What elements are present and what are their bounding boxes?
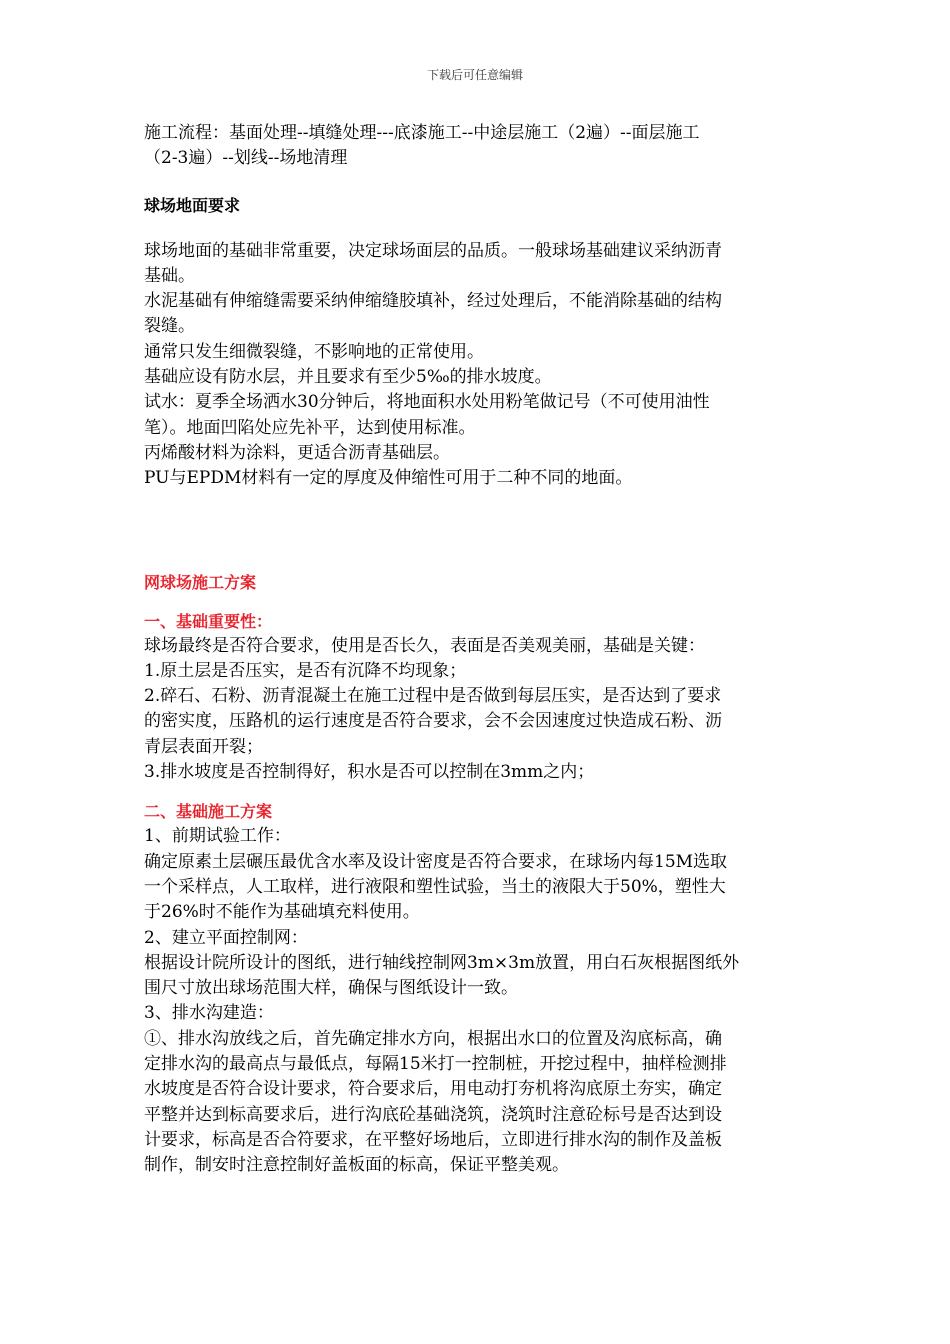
paragraph-line: 基础。 [144,265,195,286]
paragraph-line: 3.排水坡度是否控制得好，积水是否可以控制在3mm之内； [144,762,595,783]
paragraph-line: 计要求，标高是否合符要求，在平整好场地后，立即进行排水沟的制作及盖板 [144,1129,722,1150]
section-title-construction-plan: 网球场施工方案 [144,572,257,592]
paragraph-line: 裂缝。 [144,316,195,337]
paragraph-line: 球场地面的基础非常重要，决定球场面层的品质。一般球场基础建议采纳沥青 [144,240,722,261]
document-body [144,121,814,1179]
paragraph-line: 定排水沟的最高点与最低点，每隔15米打一控制桩，开挖过程中，抽样检测排 [144,1054,727,1075]
paragraph-line: 通常只发生细微裂缝，不影响地的正常使用。 [144,341,484,362]
paragraph-line: 围尺寸放出球场范围大样，确保与图纸设计一致。 [144,978,518,999]
paragraph-line: 一个采样点，人工取样，进行液限和塑性试验，当土的液限大于50%，塑性大 [144,876,726,897]
paragraph-line: 1.原土层是否压实，是否有沉降不均现象； [144,660,467,681]
paragraph-line: 3、排水沟建造： [144,1003,274,1024]
subheading-foundation-importance: 一、基础重要性： [144,611,273,631]
paragraph-line: 青层表面开裂； [144,736,263,757]
paragraph-line: 水坡度是否符合设计要求，符合要求后，用电动打夯机将沟底原土夯实，确定 [144,1079,722,1100]
paragraph-line: 平整并达到标高要求后，进行沟底砼基础浇筑，浇筑时注意砼标号是否达到设 [144,1104,722,1125]
paragraph-line: 水泥基础有伸缩缝需要采纳伸缩缝胶填补，经过处理后，不能消除基础的结构 [144,291,722,312]
paragraph-line: 丙烯酸材料为涂料，更适合沥青基础层。 [144,442,450,463]
page-header-note: 下载后可任意编辑 [426,68,523,82]
flow-line-2: （2-3遍）--划线--场地清理 [144,148,348,169]
paragraph-line: 制作，制安时注意控制好盖板面的标高，保证平整美观。 [144,1155,569,1176]
paragraph-line: 2.碎石、石粉、沥青混凝土在施工过程中是否做到每层压实，是否达到了要求 [144,686,722,707]
flow-line-1: 施工流程：基面处理--填缝处理---底漆施工--中途层施工（2遍）--面层施工 [144,123,700,143]
paragraph-line: 球场最终是否符合要求，使用是否长久，表面是否美观美丽，基础是关键： [144,635,705,656]
paragraph-line: 于26%时不能作为基础填充料使用。 [144,902,420,923]
paragraph-line: 笔）。地面凹陷处应先补平，达到使用标准。 [144,417,476,438]
paragraph-line: 试水：夏季全场洒水30分钟后，将地面积水处用粉笔做记号（不可使用油性 [144,392,710,413]
section-title-court-surface: 球场地面要求 [144,195,241,215]
paragraph-line: 确定原素土层碾压最优含水率及设计密度是否符合要求，在球场内每15M选取 [144,851,728,872]
paragraph-line: 的密实度，压路机的运行速度是否符合要求，会不会因速度过快造成石粉、沥 [144,711,722,732]
paragraph-line: 根据设计院所设计的图纸，进行轴线控制网3m×3m放置，用白石灰根据图纸外 [144,952,740,973]
paragraph-line: 1、前期试验工作： [144,826,291,847]
paragraph-line: 2、建立平面控制网： [144,927,308,948]
subheading-foundation-plan: 二、基础施工方案 [144,802,273,822]
paragraph-line: ①、排水沟放线之后，首先确定排水方向，根据出水口的位置及沟底标高，确 [144,1028,722,1049]
paragraph-line: 基础应设有防水层，并且要求有至少5‰的排水坡度。 [144,367,552,388]
paragraph-line: PU与EPDM材料有一定的厚度及伸缩性可用于二种不同的地面。 [144,468,633,489]
